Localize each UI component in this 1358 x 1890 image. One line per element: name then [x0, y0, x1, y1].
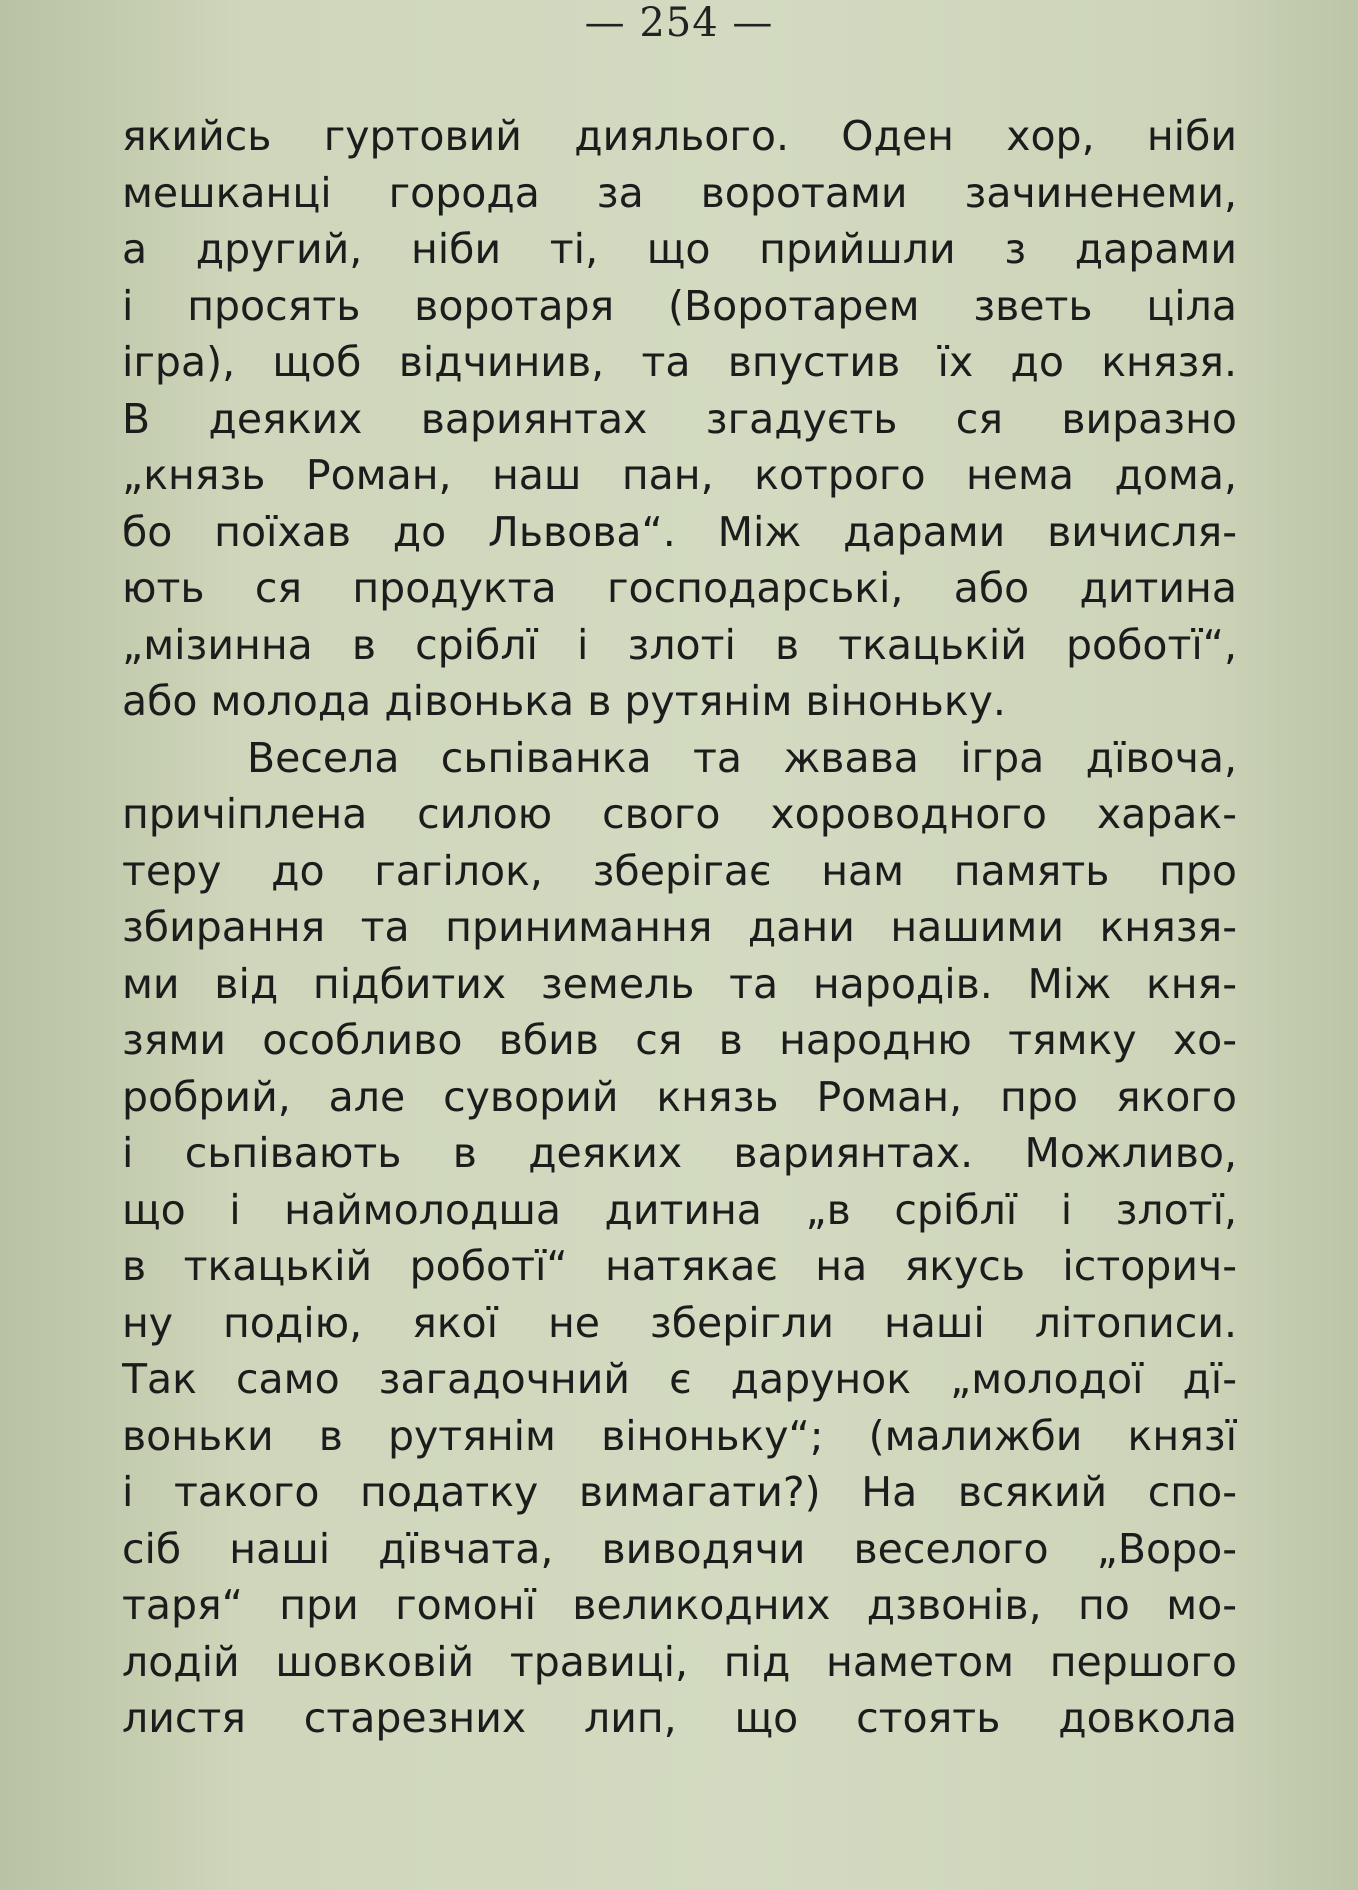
text-line: лодій шовковій травиці, під наметом першого: [122, 1637, 1237, 1686]
text-line: а другий, ніби ті, що прийшли з дарами: [122, 225, 1237, 273]
paragraph-1: [122, 108, 1237, 730]
text-line: збирання та принимання дани нашими князя-: [122, 903, 1237, 951]
text-line: робрий, але суворий князь Роман, про якого: [122, 1072, 1237, 1121]
text-line: і сьпівають в деяких вариянтах. Можливо,: [122, 1129, 1237, 1177]
text-line: В деяких вариянтах згадуєть ся виразно: [122, 394, 1237, 443]
text-line: ють ся продукта господарські, або дитина: [122, 564, 1237, 612]
text-line: що і наймолодша дитина „в сріблї і злотї,: [122, 1185, 1237, 1234]
text-line: і просять воротаря (Воротарем зветь ціла: [122, 281, 1237, 330]
text-line: воньки в рутянім віноньку“; (малижби князї: [122, 1411, 1237, 1460]
page-number: — 254 —: [584, 0, 774, 46]
text-line: „мізинна в сріблї і злоті в ткацькій роботї“,: [122, 620, 1237, 669]
text-line: в ткацькій роботї“ натякає на якусь історич-: [122, 1242, 1237, 1290]
text-line: причіплена силою свого хороводного харак-: [122, 790, 1237, 838]
text-line: сіб наші дївчата, виводячи веселого „Воро-: [122, 1524, 1237, 1573]
text-line: Так само загадочний є дарунок „молодої дї-: [122, 1355, 1237, 1403]
text-line: якийсь гуртовий диялього. Оден хор, ніби: [122, 112, 1237, 160]
text-line: теру до гагілок, зберігає нам память про: [122, 846, 1237, 895]
text-line: і такого податку вимагати?) На всякий спо-: [122, 1468, 1237, 1516]
text-line: листя старезних лип, що стоять довкола: [122, 1694, 1237, 1742]
paragraph-2: [122, 730, 1237, 1747]
text-line: або молода дівонька в рутянім віноньку.: [122, 677, 1006, 725]
text-line: зями особливо вбив ся в народню тямку хо-: [122, 1016, 1237, 1064]
text-line: ігра), щоб відчинив, та впустив їх до князя.: [122, 338, 1237, 386]
text-line: ну подію, якої не зберігли наші літописи.: [122, 1298, 1237, 1347]
text-line: ми від підбитих земель та народів. Між кня-: [122, 959, 1237, 1008]
text-line: Весела сьпіванка та жвава ігра дївоча,: [247, 733, 1237, 782]
text-line: мешканці города за воротами зачиненеми,: [122, 168, 1237, 217]
text-line: таря“ при гомонї великодних дзвонів, по мо-: [122, 1581, 1237, 1629]
text-line: бо поїхав до Львова“. Між дарами вичисля-: [122, 507, 1237, 556]
text-line: „князь Роман, наш пан, котрого нема дома,: [122, 451, 1237, 499]
body-text: [122, 108, 1237, 1747]
